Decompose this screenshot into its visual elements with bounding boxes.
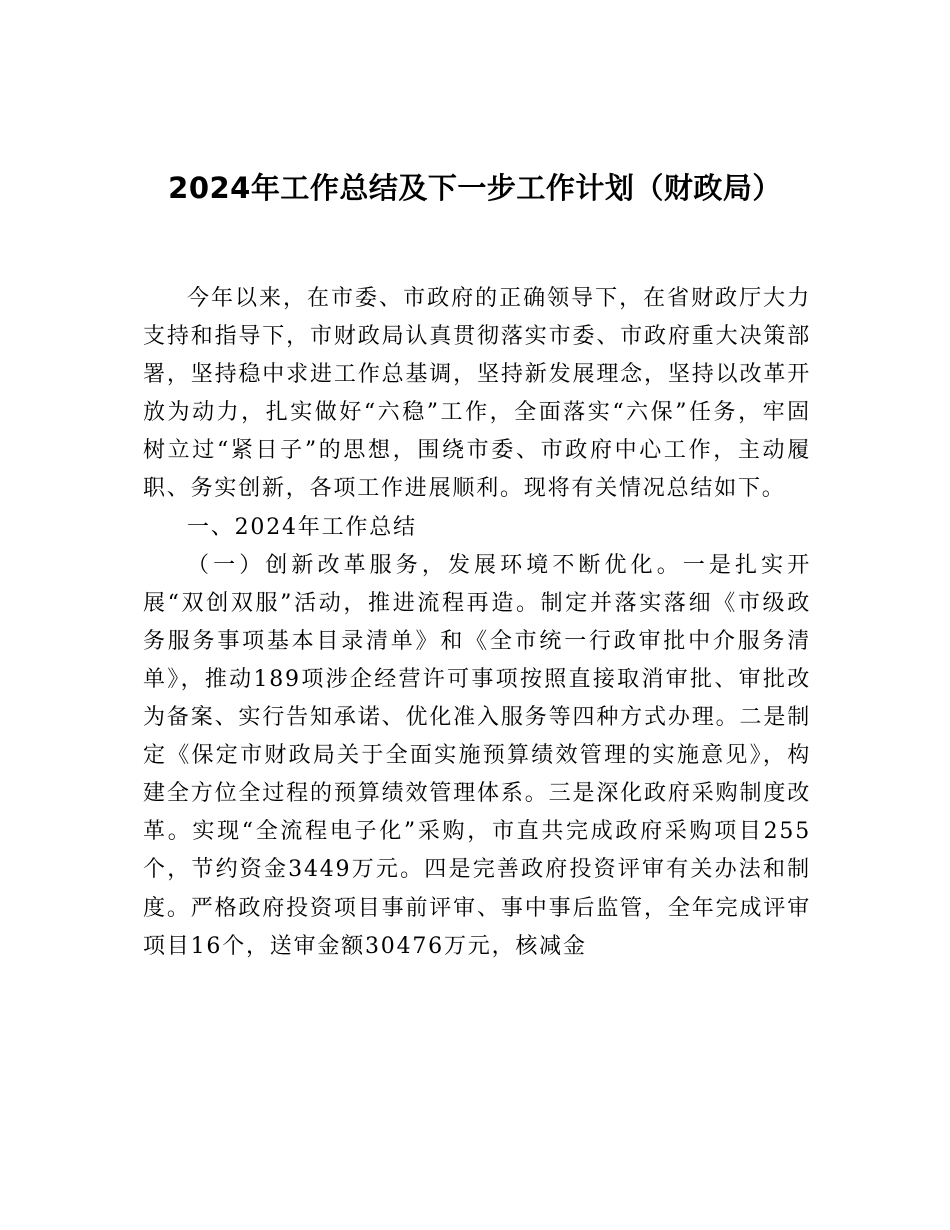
- section-heading: 一、2024年工作总结: [187, 514, 417, 540]
- intro-paragraph: 今年以来，在市委、市政府的正确领导下，在省财政厅大力支持和指导下，市财政局认真贯彻落实市委、市政府重大决策部署，坚持稳中求进工作总基调，坚持新发展理念，坚持以改革开放为动力，扎实做好“六稳”工作，全面落实“六保”任务，牢固树立过“紧日子”的思想，围绕市委、市政府中心工作，主动履职、务实创新，各项工作进展顺利。现将有关情况总结如下。: [143, 286, 811, 502]
- subsection-paragraph: （一）创新改革服务，发展环境不断优化。一是扎实开展“双创双服”活动，推进流程再造。制定并落实落细《市级政务服务事项基本目录清单》和《全市统一行政审批中介服务清单》，推动189项涉企经营许可事项按照直接取消审批、审批改为备案、实行告知承诺、优化准入服务等四种方式办理。二是制定《保定市财政局关于全面实施预算绩效管理的实施意见》，构建全方位全过程的预算绩效管理体系。三是深化政府采购制度改革。实现“全流程电子化”采购，市直共完成政府采购项目255个，节约资金3449万元。四是完善政府投资评审有关办法和制度。严格政府投资项目事前评审、事中事后监管，全年完成评审项目16个，送审金额30476万元，核减金: [143, 552, 811, 959]
- document-title: 2024年工作总结及下一步工作计划（财政局）: [168, 171, 782, 205]
- document-body: [143, 280, 811, 966]
